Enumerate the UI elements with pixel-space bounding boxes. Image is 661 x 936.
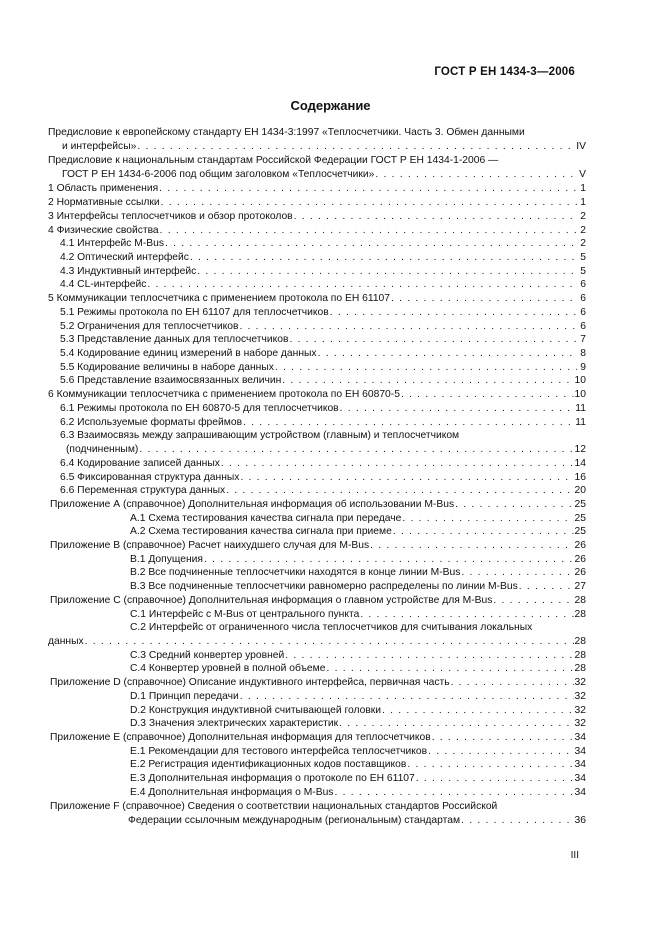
dot-leader: [451, 676, 574, 690]
toc-entry-text: D.3 Значения электрических характеристик: [130, 718, 339, 729]
toc-entry-text: 6.1 Режимы протокола по ЕН 60870-5 для теплосчетчиков: [60, 403, 339, 414]
toc-entry-page: 6: [580, 293, 586, 304]
toc-entry-text: С.4 Конвертер уровней в полной объеме: [130, 663, 326, 674]
toc-entry: [48, 416, 586, 430]
toc-entry: [48, 649, 586, 663]
dot-leader: [391, 292, 577, 306]
dot-leader: [339, 717, 573, 731]
toc-entry: [48, 745, 586, 759]
toc-entry: [48, 402, 586, 416]
toc-entry-text: 5 Коммуникации теплосчетчика с применением протокола по ЕН 61107: [48, 293, 391, 304]
toc-entry-page: 9: [580, 362, 586, 373]
toc-entry-text: данных: [48, 635, 84, 647]
toc-entry-page: 32: [574, 705, 586, 716]
toc-entry-page: 6: [580, 279, 586, 290]
dot-leader: [275, 361, 577, 375]
toc-entry-page: IV: [576, 140, 586, 152]
dot-leader: [493, 594, 573, 608]
dot-leader: [334, 786, 573, 800]
toc-entry: [48, 471, 586, 485]
toc-entry-text: 3 Интерфейсы теплосчетчиков и обзор протоколов: [48, 211, 293, 222]
dot-leader: [318, 347, 577, 361]
toc-entry-page: 34: [574, 746, 586, 757]
toc-entry-text: D.1 Принцип передачи: [130, 691, 239, 702]
dot-leader: [197, 265, 577, 279]
toc-entry-page: 11: [575, 417, 586, 428]
toc-entry-text: 4.3 Индуктивный интерфейс: [60, 266, 197, 277]
toc-entry-page: 28: [574, 609, 586, 620]
toc-entry-page: 25: [574, 499, 586, 510]
toc-entry-page: 25: [574, 513, 586, 524]
toc-entry: [48, 333, 586, 347]
dot-leader: [221, 457, 574, 471]
toc-entry-text: 5.3 Представление данных для теплосчетчиков: [60, 334, 289, 345]
toc-entry-text: 6.2 Используемые форматы фреймов: [60, 417, 243, 428]
toc-entry: [48, 154, 586, 181]
toc-entry-page: 5: [580, 266, 586, 277]
toc-entry: [48, 662, 586, 676]
toc-entry-page: V: [579, 168, 586, 180]
dot-leader: [360, 608, 573, 622]
toc-entry-text: 4 Физические свойства: [48, 225, 159, 236]
dot-leader: [240, 471, 573, 485]
toc-entry-text: В.1 Допущения: [130, 554, 203, 565]
dot-leader: [326, 662, 573, 676]
toc-entry-text: 6 Коммуникации теплосчетчика с применением протокола по ЕН 60870-5: [48, 389, 400, 400]
dot-leader: [330, 306, 577, 320]
toc-entry-page: 28: [574, 663, 586, 674]
toc-entry-page: 26: [574, 540, 586, 551]
dot-leader: [289, 333, 577, 347]
toc-entry-text: 4.4 CL-интерфейс: [60, 279, 147, 290]
toc-entry-text: Приложение Е (справочное) Дополнительная информация для теплосчетчиков: [50, 732, 431, 743]
toc-entry-text: (подчиненным): [66, 443, 139, 455]
toc-entry: [48, 594, 586, 608]
dot-leader: [393, 525, 574, 539]
dot-leader: [402, 512, 573, 526]
toc-entry: [48, 126, 586, 153]
toc-entry: [48, 429, 586, 456]
dot-leader: [204, 553, 574, 567]
toc-entry-page: 25: [574, 526, 586, 537]
dot-leader: [428, 745, 573, 759]
toc-entry-text: С.1 Интерфейс с M-Bus от центрального пункта: [130, 609, 360, 620]
toc-entry-text: и интерфейсы»: [62, 140, 137, 152]
toc-entry-text: В.2 Все подчиненные теплосчетчики находятся в конце линии M-Bus: [130, 567, 461, 578]
toc-entry-page: 14: [574, 458, 586, 469]
toc-entry-text: 5.6 Представление взаимосвязанных величин: [60, 375, 282, 386]
dot-leader: [461, 814, 573, 828]
toc-entry-page: 34: [574, 759, 586, 770]
toc-entry-text: Е.4 Дополнительная информация о M-Bus: [130, 787, 334, 798]
toc-entry-page: 1: [580, 183, 586, 194]
toc-entry: [48, 306, 586, 320]
dot-leader: [165, 237, 577, 251]
toc-entry-page: 2: [580, 238, 586, 249]
toc-entry-page: 26: [574, 567, 586, 578]
dot-leader: [401, 388, 574, 402]
toc-entry-text: 6.6 Переменная структура данных: [60, 485, 226, 496]
toc-entry-text: 4.2 Оптический интерфейс: [60, 252, 189, 263]
toc-entry-page: 11: [575, 403, 586, 414]
toc-entry-page: 2: [580, 225, 586, 236]
toc-entry: [48, 676, 586, 690]
toc-entry-text: 5.1 Режимы протокола по ЕН 61107 для теплосчетчиков: [60, 307, 329, 318]
dot-leader: [226, 484, 573, 498]
toc-entry-page: 12: [574, 443, 586, 455]
toc-entry-text: D.2 Конструкция индуктивной считывающей головки: [130, 705, 382, 716]
toc-entry-page: 36: [574, 814, 586, 826]
toc-entry-page: 1: [580, 197, 586, 208]
toc-entry-page: 6: [580, 321, 586, 332]
toc-entry-page: 28: [574, 650, 586, 661]
toc-entry-text: Приложение D (справочное) Описание индуктивного интерфейса, первичная часть: [50, 677, 450, 688]
page-title: Содержание: [290, 98, 371, 113]
dot-leader: [382, 704, 573, 718]
dot-leader: [416, 772, 574, 786]
toc-entry: [48, 457, 586, 471]
dot-leader: [137, 140, 575, 154]
dot-leader: [370, 539, 573, 553]
toc-entry: [48, 608, 586, 622]
toc-entry-page: 32: [574, 677, 586, 688]
toc-entry: [48, 484, 586, 498]
dot-leader: [147, 278, 577, 292]
toc-entry: [48, 553, 586, 567]
toc-entry-text: 1 Область применения: [48, 183, 159, 194]
toc-entry-page: 34: [574, 773, 586, 784]
toc-entry-text: А.1 Схема тестирования качества сигнала при передаче: [130, 513, 402, 524]
toc-entry: [48, 731, 586, 745]
dot-leader: [285, 649, 573, 663]
toc-entry-page: 28: [574, 595, 586, 606]
toc-entry: [48, 265, 586, 279]
toc-entry: [48, 525, 586, 539]
toc-entry-text: Федерации ссылочным международным (региональным) стандартам: [128, 814, 461, 826]
toc-entry-text: Приложение В (справочное) Расчет наихудшего случая для M-Bus: [50, 540, 370, 551]
toc-entry-page: 5: [580, 252, 586, 263]
toc-entry-page: 34: [574, 732, 586, 743]
dot-leader: [139, 443, 573, 457]
toc-entry: [48, 758, 586, 772]
toc-entry-text: 6.5 Фиксированная структура данных: [60, 472, 240, 483]
toc-entry-page: 34: [574, 787, 586, 798]
dot-leader: [159, 182, 577, 196]
toc-entry-text: Приложение С (справочное) Дополнительная информация о главном устройстве для M-Bus: [50, 595, 493, 606]
toc-entry: [48, 224, 586, 238]
toc-entry-page: 32: [574, 718, 586, 729]
toc-entry: [48, 690, 586, 704]
toc-entry: [48, 512, 586, 526]
toc-entry-page: 10: [574, 389, 586, 400]
toc-entry-text: Е.3 Дополнительная информация о протоколе по ЕН 61107: [130, 773, 415, 784]
dot-leader: [240, 690, 574, 704]
toc-entry-page: 32: [574, 691, 586, 702]
toc-entry: [48, 498, 586, 512]
dot-leader: [239, 320, 577, 334]
dot-leader: [190, 251, 577, 265]
toc-entry: [48, 210, 586, 224]
dot-leader: [340, 402, 575, 416]
toc-entry-page: 2: [580, 211, 586, 222]
toc-entry-text: Е.1 Рекомендации для тестового интерфейса теплосчетчиков: [130, 746, 428, 757]
toc-entry-text: 6.3 Взаимосвязь между запрашивающим устройством (главным) и теплосчетчиком: [60, 430, 460, 441]
toc-entry-page: 7: [580, 334, 586, 345]
dot-leader: [432, 731, 574, 745]
toc-entry-page: 28: [574, 635, 586, 647]
toc-entry: [48, 292, 586, 306]
toc-entry-text: 5.5 Кодирование величины в наборе данных: [60, 362, 274, 373]
toc-entry: [48, 374, 586, 388]
toc-entry-text: А.2 Схема тестирования качества сигнала при приеме: [130, 526, 392, 537]
toc-entry-page: 16: [574, 472, 586, 483]
toc-entry-text: 4.1 Интерфейс M-Bus: [60, 238, 165, 249]
toc-entry-text: С.2 Интерфейс от ограниченного числа теплосчетчиков для считывания локальных: [130, 622, 533, 633]
toc-entry-page: 26: [574, 554, 586, 565]
toc-entry: [48, 251, 586, 265]
toc-entry: [48, 800, 586, 827]
toc-entry-text: Приложение А (справочное) Дополнительная информация об использовании M-Bus: [50, 499, 455, 510]
toc-entry-text: ГОСТ Р ЕН 1434-6-2006 под общим заголовком «Теплосчетчики»: [62, 168, 375, 180]
toc-entry-text: Е.2 Регистрация идентификационных кодов поставщиков: [130, 759, 407, 770]
toc-entry: [48, 388, 586, 402]
toc-entry-text: 6.4 Кодирование записей данных: [60, 458, 220, 469]
toc-entry-text: Приложение F (справочное) Сведения о соответствии национальных стандартов Российской: [50, 801, 498, 812]
toc-entry-text: С.3 Средний конвертер уровней: [130, 650, 285, 661]
dot-leader: [294, 210, 577, 224]
toc-entry: [48, 237, 586, 251]
toc-entry-page: 20: [574, 485, 586, 496]
toc-entry: [48, 347, 586, 361]
toc-entry: [48, 196, 586, 210]
dot-leader: [161, 196, 577, 210]
toc-entry: [48, 566, 586, 580]
toc-entry-text: 2 Нормативные ссылки: [48, 197, 160, 208]
document-code: ГОСТ Р ЕН 1434-3—2006: [434, 66, 575, 78]
toc-entry: [48, 621, 586, 648]
toc-entry: [48, 704, 586, 718]
toc-entry: [48, 580, 586, 594]
dot-leader: [455, 498, 573, 512]
dot-leader: [461, 566, 573, 580]
toc-entry: [48, 278, 586, 292]
dot-leader: [160, 224, 577, 238]
toc-entry-page: 6: [580, 307, 586, 318]
toc-entry-page: 27: [574, 581, 586, 592]
toc-entry-text: 5.2 Ограничения для теплосчетчиков: [60, 321, 239, 332]
dot-leader: [407, 758, 573, 772]
toc-entry-text: Предисловие к национальным стандартам Российской Федерации ГОСТ Р ЕН 1434-1-2006 —: [48, 155, 499, 166]
toc-entry: [48, 361, 586, 375]
toc-entry: [48, 182, 586, 196]
dot-leader: [282, 374, 573, 388]
toc-entry: [48, 717, 586, 731]
dot-leader: [243, 416, 574, 430]
toc-entry-page: 10: [574, 375, 586, 386]
toc-entry: [48, 320, 586, 334]
page-number: III: [570, 850, 579, 861]
toc-entry: [48, 786, 586, 800]
dot-leader: [85, 635, 574, 649]
dot-leader: [375, 168, 577, 182]
toc-entry-text: В.3 Все подчиненные теплосчетчики равномерно распределены по линии M-Bus: [130, 581, 518, 592]
toc-entry: [48, 772, 586, 786]
dot-leader: [519, 580, 574, 594]
toc-entry-text: Предисловие к европейскому стандарту ЕН 1434-3:1997 «Теплосчетчики. Часть 3. Обмен данными: [48, 127, 525, 138]
toc-entry: [48, 539, 586, 553]
toc-entry-page: 8: [580, 348, 586, 359]
toc-entry-text: 5.4 Кодирование единиц измерений в наборе данных: [60, 348, 317, 359]
